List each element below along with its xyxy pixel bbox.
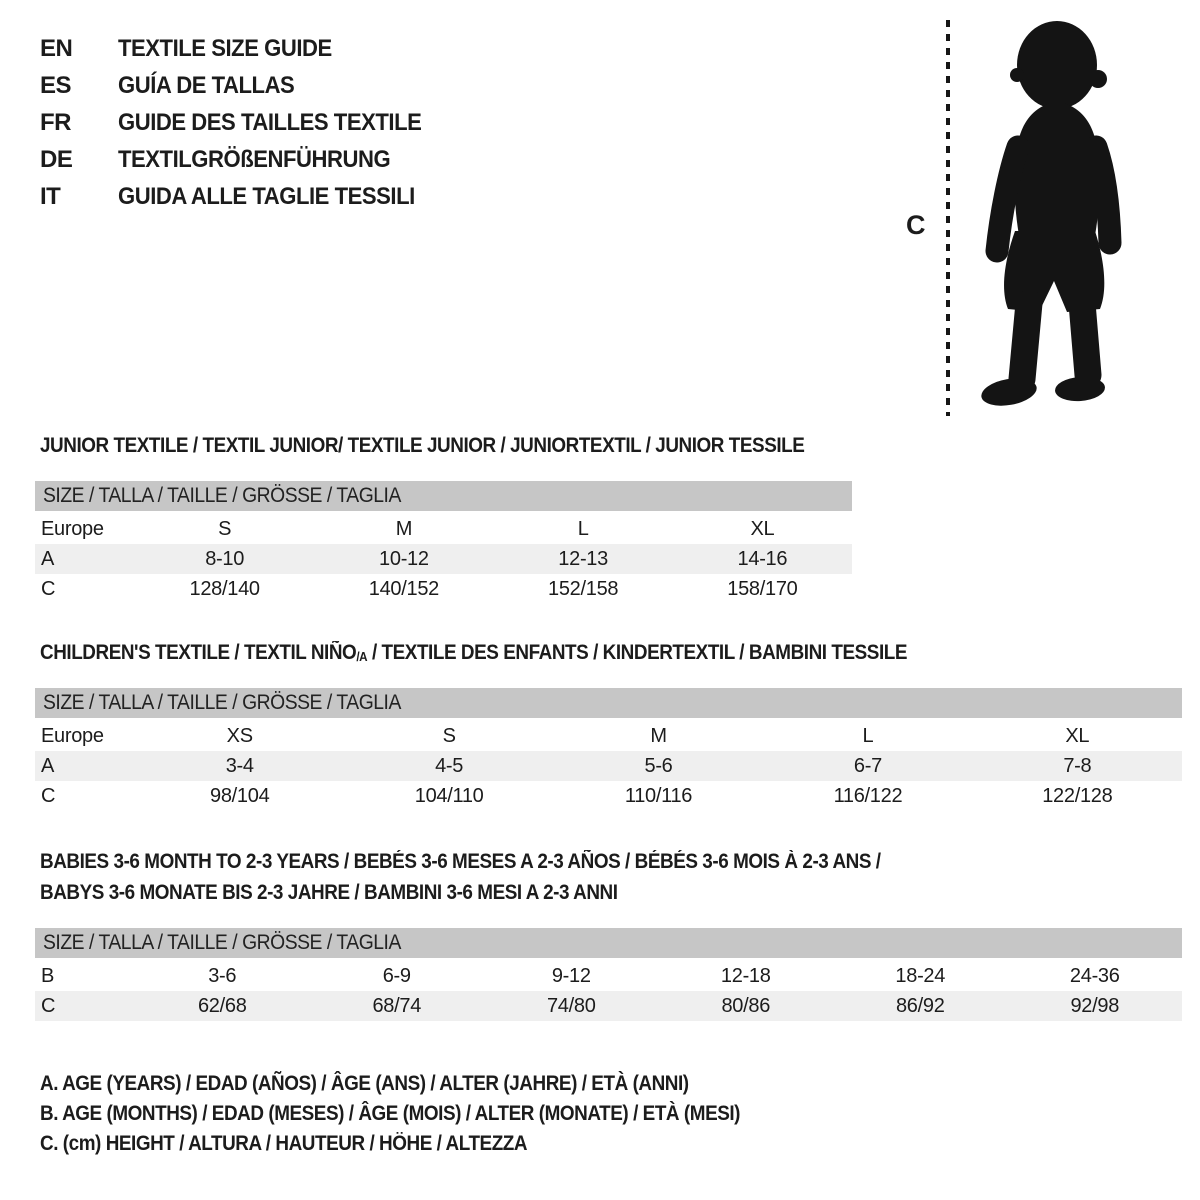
height-measure-dashed-line [946,20,950,416]
height-cell: 140/152 [368,577,439,600]
height-cell: 152/158 [548,577,619,600]
height-cell: 158/170 [727,577,798,600]
height-cell: 92/98 [1070,994,1120,1017]
children-table-rows [35,721,1182,811]
children-row-height [35,781,1182,811]
row-label: Europe [41,724,104,747]
height-cell: 74/80 [546,994,596,1017]
row-label: B [41,964,55,987]
children-size-table [35,688,1182,811]
babies-size-header-bar [35,928,1182,958]
age-cell: 6-7 [853,754,882,777]
size-header-label: SIZE / TALLA / TAILLE / GRÖSSE / TAGLIA [43,931,401,954]
language-row-fr [40,104,448,141]
children-title-prefix: CHILDREN'S TEXTILE / TEXTIL NIÑO [40,641,357,664]
language-code: ES [40,71,72,99]
children-row-europe [35,721,1182,751]
size-cell: S [442,724,456,747]
language-code: FR [40,108,71,136]
age-cell: 8-10 [205,547,245,570]
junior-table-rows [35,514,852,604]
size-cell: M [395,517,413,540]
babies-row-height [35,991,1182,1021]
age-months-cell: 18-24 [895,964,946,987]
junior-row-europe [35,514,852,544]
junior-section-title: JUNIOR TEXTILE / TEXTIL JUNIOR/ TEXTILE JUNIOR / JUNIORTEXTIL / JUNIOR TESSILE [40,434,805,457]
row-label: C [41,577,56,600]
size-cell: XL [1065,724,1090,747]
height-measure-label: C [906,210,926,240]
junior-row-age [35,544,852,574]
row-label: A [41,547,55,570]
row-label: C [41,994,56,1017]
size-cell: L [862,724,874,747]
children-title-sub: /A [356,649,368,664]
guide-title-fr: GUIDE DES TAILLES TEXTILE [118,108,422,136]
babies-size-table [35,928,1182,1021]
size-cell: XS [226,724,253,747]
age-cell: 12-13 [558,547,608,570]
row-label: Europe [41,517,104,540]
language-row-it [40,178,448,215]
legend-age-years: A. AGE (YEARS) / EDAD (AÑOS) / ÂGE (ANS) / ALTER (JAHRE) / ETÀ (ANNI) [40,1072,689,1095]
junior-size-header-bar [35,481,852,511]
junior-row-height [35,574,852,604]
height-cell: 110/116 [624,784,693,807]
language-code: DE [40,145,73,173]
legend-height-cm: C. (cm) HEIGHT / ALTURA / HAUTEUR / HÖHE / ALTEZZA [40,1132,528,1155]
guide-title-de: TEXTILGRÖßENFÜHRUNG [118,145,391,173]
children-title-suffix: / TEXTILE DES ENFANTS / KINDERTEXTIL / BAMBINI TESSILE [367,641,908,664]
size-cell: S [218,517,232,540]
children-row-age [35,751,1182,781]
language-code: EN [40,34,73,62]
guide-title-it: GUIDA ALLE TAGLIE TESSILI [118,182,415,210]
babies-table-rows [35,961,1182,1021]
age-cell: 5-6 [644,754,673,777]
children-section-title [40,641,907,665]
size-cell: M [650,724,667,747]
age-months-cell: 3-6 [208,964,237,987]
language-row-es [40,67,448,104]
language-row-en [40,30,448,67]
size-header-label: SIZE / TALLA / TAILLE / GRÖSSE / TAGLIA [43,691,401,714]
age-months-cell: 24-36 [1069,964,1120,987]
legend-age-months: B. AGE (MONTHS) / EDAD (MESES) / ÂGE (MOIS) / ALTER (MONATE) / ETÀ (MESI) [40,1102,741,1125]
height-cell: 62/68 [197,994,247,1017]
height-cell: 122/128 [1042,784,1113,807]
age-cell: 4-5 [435,754,464,777]
babies-row-months [35,961,1182,991]
size-cell: XL [750,517,775,540]
size-header-label: SIZE / TALLA / TAILLE / GRÖSSE / TAGLIA [43,484,401,507]
age-cell: 7-8 [1063,754,1092,777]
age-cell: 10-12 [379,547,429,570]
height-cell: 128/140 [189,577,260,600]
age-months-cell: 12-18 [720,964,771,987]
row-label: C [41,784,56,807]
height-cell: 104/110 [414,784,484,807]
age-cell: 3-4 [225,754,254,777]
children-size-header-bar [35,688,1182,718]
height-cell: 98/104 [210,784,270,807]
height-cell: 68/74 [372,994,422,1017]
row-label: A [41,754,55,777]
junior-size-table [35,481,852,604]
language-code: IT [40,182,61,210]
size-cell: L [577,517,589,540]
age-months-cell: 6-9 [382,964,411,987]
babies-section-title-line2: BABYS 3-6 MONATE BIS 2-3 JAHRE / BAMBINI 3-6 MESI A 2-3 ANNI [40,881,618,904]
height-cell: 80/86 [721,994,771,1017]
height-cell: 86/92 [895,994,945,1017]
toddler-silhouette-icon [963,13,1143,418]
height-cell: 116/122 [833,784,903,807]
language-list [40,30,448,215]
age-cell: 14-16 [737,547,788,570]
age-months-cell: 9-12 [551,964,591,987]
guide-title-en: TEXTILE SIZE GUIDE [118,34,332,62]
babies-section-title-line1: BABIES 3-6 MONTH TO 2-3 YEARS / BEBÉS 3-6 MESES A 2-3 AÑOS / BÉBÉS 3-6 MOIS À 2-3 ANS / [40,850,881,873]
language-row-de [40,141,448,178]
guide-title-es: GUÍA DE TALLAS [118,71,295,99]
